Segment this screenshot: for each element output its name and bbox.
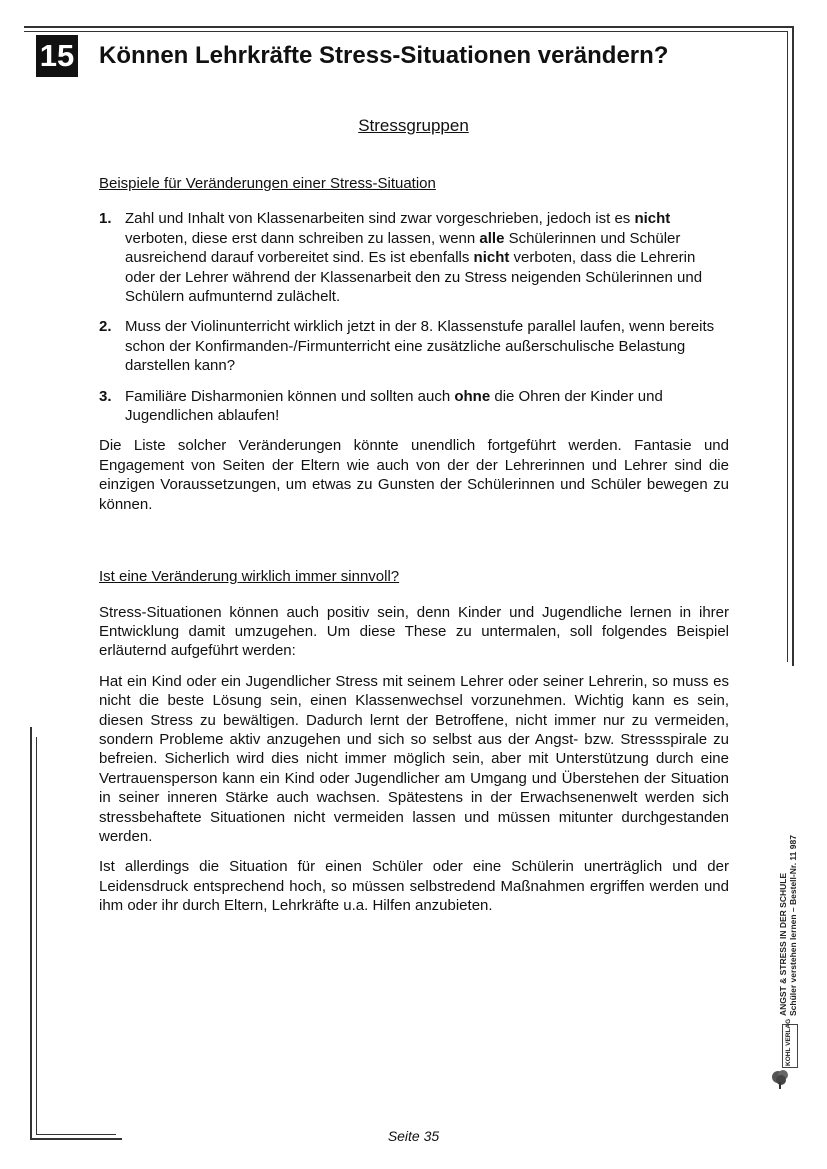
main-content [99, 174, 729, 916]
list-item [99, 317, 729, 375]
list-item-text [125, 209, 729, 306]
section1-heading: Beispiele für Veränderungen einer Stress-Situation [99, 175, 436, 192]
list-item-text [125, 387, 729, 426]
frame-left-line-inner [36, 737, 37, 1135]
bold-run: ohne [454, 387, 491, 405]
list-item-text: Muss der Violinunterricht wirklich jetzt in der 8. Klassenstufe parallel laufen, wenn bereits schon der Konfirmanden-/Firmunterricht eine zusätzliche außerschulische Belastung darstellen kann? [125, 318, 715, 375]
side-imprint-line2: Schüler verstehen lernen – Bestell-Nr. 11 987 [788, 835, 798, 1016]
page-number: Seite 35 [387, 1128, 440, 1144]
text-run: verboten, diese erst dann schreiben zu lassen, wenn [125, 229, 480, 247]
tree-logo-icon [770, 1068, 790, 1090]
page-title: Können Lehrkräfte Stress-Situationen verändern? [99, 42, 669, 69]
section1-paragraph: Die Liste solcher Veränderungen könnte unendlich fortgeführt werden. Fantasie und Engagement von Seiten der Eltern wie auch von der der Lehrerinnen und Lehrer sind die einzigen Voraussetzungen, um etwas zu Gunsten der Schülerinnen und Schüler bewegen zu können. [99, 437, 729, 513]
text-run: verboten, dass die Lehrerin oder der Lehrer während der Klassenarbeit den zu Stress neigenden Schülerinnen und Schülern aufmunternd zulächelt. [125, 249, 703, 306]
bold-run: alle [479, 229, 505, 247]
list-item-number: 3. [99, 387, 112, 405]
list-item [99, 209, 729, 306]
examples-list [99, 209, 729, 425]
section2-paragraph: Ist allerdings die Situation für einen Schüler oder eine Schülerin unerträglich und der Leidensdruck entsprechend hoch, so müssen selbstredend Maßnahmen ergriffen werden und ihm oder ihr durch Eltern, Lehrkräfte u.a. Hilfen anzubieten. [99, 858, 729, 915]
frame-top-line [24, 26, 793, 28]
list-item-number: 2. [99, 318, 112, 336]
frame-left-line [30, 727, 32, 1140]
page-subtitle: Stressgruppen [358, 116, 469, 135]
frame-top-line-inner [24, 31, 788, 32]
bold-run: nicht [634, 210, 671, 228]
list-item [99, 387, 729, 426]
text-run: die Ohren der Kinder und Jugendlichen ablaufen! [125, 387, 663, 425]
section2-paragraph: Stress-Situationen können auch positiv sein, denn Kinder und Jugendliche lernen in ihrer Entwicklung damit umzugehen. Um diese These zu untermalen, soll folgendes Beispiel erläuternd aufgeführt werden: [99, 603, 729, 660]
bold-run: nicht [473, 249, 510, 267]
side-imprint [778, 835, 798, 1016]
chapter-number-badge: 15 [36, 35, 78, 77]
side-imprint-line1: ANGST & STRESS IN DER SCHULE [778, 872, 788, 1016]
section2-paragraph: Hat ein Kind oder ein Jugendlicher Stress mit seinem Lehrer oder seiner Lehrerin, so muss es nicht die beste Lösung sein, einen Klassenwechsel vorzunehmen. Wichtig kann es sein, diesen Stress zu bewältigen. Dadurch lernt der Betroffene, nicht immer nur zu vermeiden, sondern Probleme aktiv anzugehen und sich so selbst aus der Angst- bzw. Stressspirale zu befreien. Sicherlich wird dies nicht immer möglich sein, aber mit Unterstützung durch eine Vertrauensperson kann ein Kind oder Jugendlicher am Umgang und Überstehen der Situation in seiner inneren Stärke auch wachsen. Spätestens in der Erwachsenenwelt werden sich stressbehaftete Situationen nicht vermeiden lassen und müssen mitunter durchgestanden werden. [99, 672, 729, 845]
publisher-name: KOHL VERLAG [785, 1018, 792, 1066]
section2-heading: Ist eine Veränderung wirklich immer sinnvoll? [99, 568, 400, 586]
list-item-number: 1. [99, 210, 112, 228]
text-run: Zahl und Inhalt von Klassenarbeiten sind zwar vorgeschrieben, jedoch ist es [125, 210, 635, 228]
text-run: Familiäre Disharmonien können und sollten auch [125, 387, 455, 405]
text-run: Schülerinnen und Schüler ausreichend darauf vorbereitet sind. Es ist ebenfalls [125, 229, 681, 267]
